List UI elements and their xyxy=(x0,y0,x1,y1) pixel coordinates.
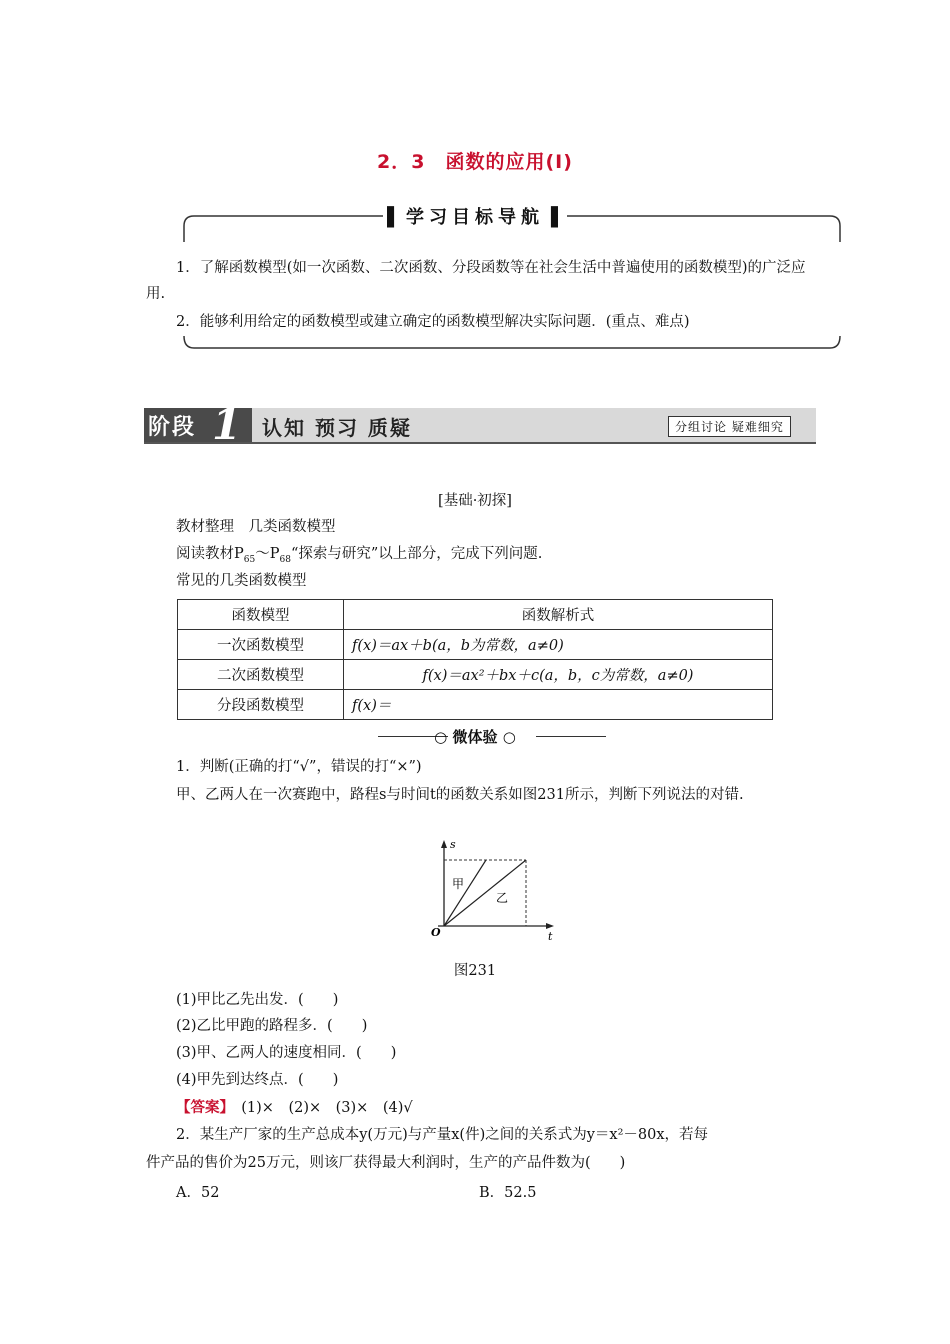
table-header-expr: 函数解析式 xyxy=(344,600,773,630)
table-cell-expr: f(x)＝ax＋b(a，b为常数，a≠0) xyxy=(344,630,773,660)
basics-line-2-sub2: 68 xyxy=(279,554,291,565)
figure-caption: 图231 xyxy=(453,963,497,979)
answer-label: 【答案】 xyxy=(176,1099,227,1116)
stage-label xyxy=(144,400,252,449)
option-b: B．52.5 xyxy=(479,1185,537,1201)
s-label: s xyxy=(450,838,456,851)
table-cell-model: 一次函数模型 xyxy=(178,630,344,660)
stage-title: 认知 预习 质疑 xyxy=(262,416,412,440)
page-title: 2．3 函数的应用(Ⅰ) xyxy=(377,151,573,173)
statement-4: (4)甲先到达终点．( ) xyxy=(176,1072,339,1088)
stage-tag: 分组讨论 疑难细究 xyxy=(668,416,791,437)
basics-heading: [基础·初探] xyxy=(438,493,512,509)
line-yi xyxy=(444,860,526,926)
basics-line-3: 常见的几类函数模型 xyxy=(176,573,307,589)
basics-line-2a: 阅读教材P xyxy=(176,546,244,562)
stage-number: 1 xyxy=(212,400,242,449)
table-cell-expr: f(x)＝ax²＋bx＋c(a，b，c为常数，a≠0) xyxy=(344,660,773,690)
statement-3: (3)甲、乙两人的速度相同．( ) xyxy=(176,1045,397,1061)
table-cell-expr: f(x)＝ xyxy=(344,690,773,720)
table-header-row xyxy=(178,600,773,630)
q2-line-1: 2．某生产厂家的生产总成本y(万元)与产量x(件)之间的关系式为y＝x²－80x，若每 xyxy=(176,1127,709,1143)
goal-item-2: 2．能够利用给定的函数模型或建立确定的函数模型解决实际问题．(重点、难点) xyxy=(176,314,690,330)
goals-heading: ▌学习目标导航▐ xyxy=(0,203,950,229)
answer-text: (1)× (2)× (3)× (4)√ xyxy=(226,1100,413,1116)
statement-2: (2)乙比甲跑的路程多．( ) xyxy=(176,1018,368,1034)
table-row xyxy=(178,630,773,660)
t-axis-arrow-icon xyxy=(546,923,554,929)
goal-item-1: 1．了解函数模型(如一次函数、二次函数、分段函数等在社会生活中普遍使用的函数模型)的广泛应用. xyxy=(146,260,806,302)
table-row xyxy=(178,660,773,690)
line-jia xyxy=(444,860,486,926)
t-label: t xyxy=(548,930,553,943)
basics-line-1: 教材整理 几类函数模型 xyxy=(176,519,336,535)
mini-heading: ○ 微体验 ○ xyxy=(434,728,516,746)
mini-heading-text: 微体验 xyxy=(452,728,498,746)
q1-title: 1．判断(正确的打“√”，错误的打“×”) xyxy=(176,759,422,775)
jia-label: 甲 xyxy=(452,877,465,891)
option-a: A．52 xyxy=(176,1185,220,1201)
origin-label: O xyxy=(431,926,441,939)
table-row xyxy=(178,690,773,720)
q2-line-2: 件产品的售价为25万元，则该厂获得最大利润时，生产的产品件数为( ) xyxy=(146,1155,626,1171)
basics-line-2c: “探索与研究”以上部分，完成下列问题. xyxy=(290,546,543,562)
answer-line xyxy=(176,1095,846,1121)
function-model-table xyxy=(177,599,773,720)
figure-231 xyxy=(420,836,560,951)
table-cell-model: 二次函数模型 xyxy=(178,660,344,690)
goals-heading-text: 学习目标导航 xyxy=(406,207,544,228)
table-header-model: 函数模型 xyxy=(178,600,344,630)
q1-description: 甲、乙两人在一次赛跑中，路程s与时间t的函数关系如图231所示，判断下列说法的对错. xyxy=(176,787,744,803)
table-cell-model: 分段函数模型 xyxy=(178,690,344,720)
s-axis-arrow-icon xyxy=(441,840,447,848)
stage-label-text: 阶段 xyxy=(148,415,197,440)
basics-line-2-sub1: 65 xyxy=(243,554,256,565)
yi-label: 乙 xyxy=(496,891,509,905)
statement-1: (1)甲比乙先出发．( ) xyxy=(176,992,339,1008)
basics-line-2b: ～P xyxy=(255,546,280,562)
